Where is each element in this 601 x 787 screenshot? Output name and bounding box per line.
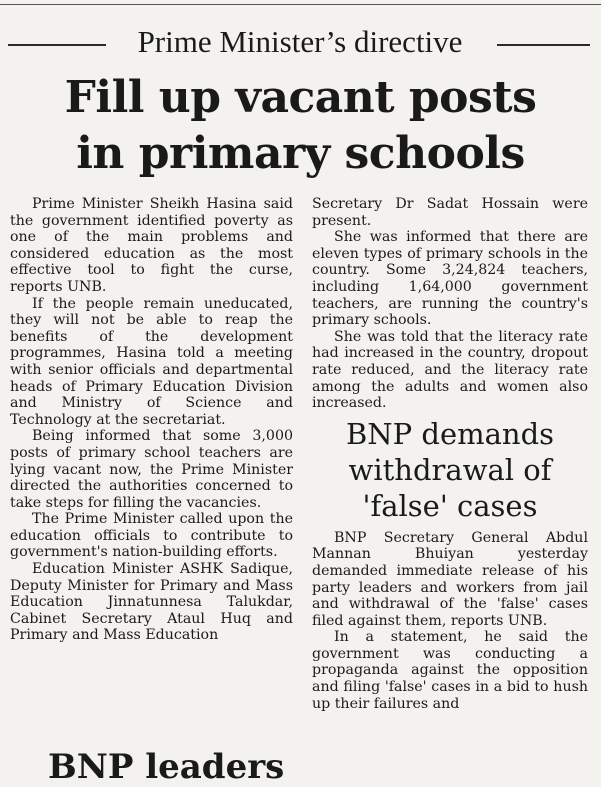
kicker: Prime Minister’s directive (137, 24, 463, 59)
paragraph: In a statement, he said the government was conducting a propaganda against the opposition and filing 'false' cases in a bid to hush up their failures and (312, 629, 588, 712)
paragraph: Education Minister ASHK Sadique, Deputy Minister for Primary and Mass Education Jinnatunnesa Talukdar, Cabinet Secretary Ataul Huq and Primary and Mass Education (10, 561, 293, 644)
headline-line-1: Fill up vacant posts (64, 72, 537, 123)
left-column (10, 196, 293, 644)
second-story-headline-line-2: withdrawal of (348, 452, 552, 487)
paragraph: Prime Minister Sheikh Hasina said the government identified poverty as one of the main problems and considered education as the most effective tool to fight the curse, reports UNB. (10, 196, 293, 295)
paragraph: If the people remain uneducated, they will not be able to reap the benefits of the development programmes, Hasina told a meeting with senior officials and departmental heads of Primary Education Division and Ministry of Science and Technology at the secretariat. (10, 295, 293, 428)
second-story-headline-line-3: 'false' cases (362, 488, 538, 523)
paragraph: Secretary Dr Sadat Hossain were present. (312, 196, 588, 229)
paragraph: She was told that the literacy rate had increased in the country, dropout rate reduced, and the literacy rate among the adults and women also increased. (312, 328, 588, 412)
paragraph: BNP Secretary General Abdul Mannan Bhuiyan yesterday demanded immediate release of his party leaders and workers from jail and withdrawal of the 'false' cases filed against them, reports UNB. (312, 529, 588, 629)
right-column (312, 196, 588, 712)
paragraph: She was informed that there are eleven types of primary schools in the country. Some 3,24,824 teachers, including 1,64,000 government teachers, are running the country's primary schools. (312, 229, 588, 329)
bottom-headline-fragment: BNP leaders (48, 747, 285, 787)
headline-line-2: in primary schools (76, 128, 525, 179)
kicker-rule-left (8, 44, 106, 46)
paragraph: Being informed that some 3,000 posts of primary school teachers are lying vacant now, the Prime Minister directed the authorities concerned to take steps for filling the vacancies. (10, 428, 293, 511)
kicker-block (0, 16, 601, 64)
second-story-headline-line-1: BNP demands (345, 416, 555, 451)
kicker-rule-right (497, 44, 590, 46)
second-story-headline (312, 416, 588, 524)
paragraph: The Prime Minister called upon the education officials to contribute to government's nation-building efforts. (10, 511, 293, 561)
top-rule (0, 4, 601, 5)
